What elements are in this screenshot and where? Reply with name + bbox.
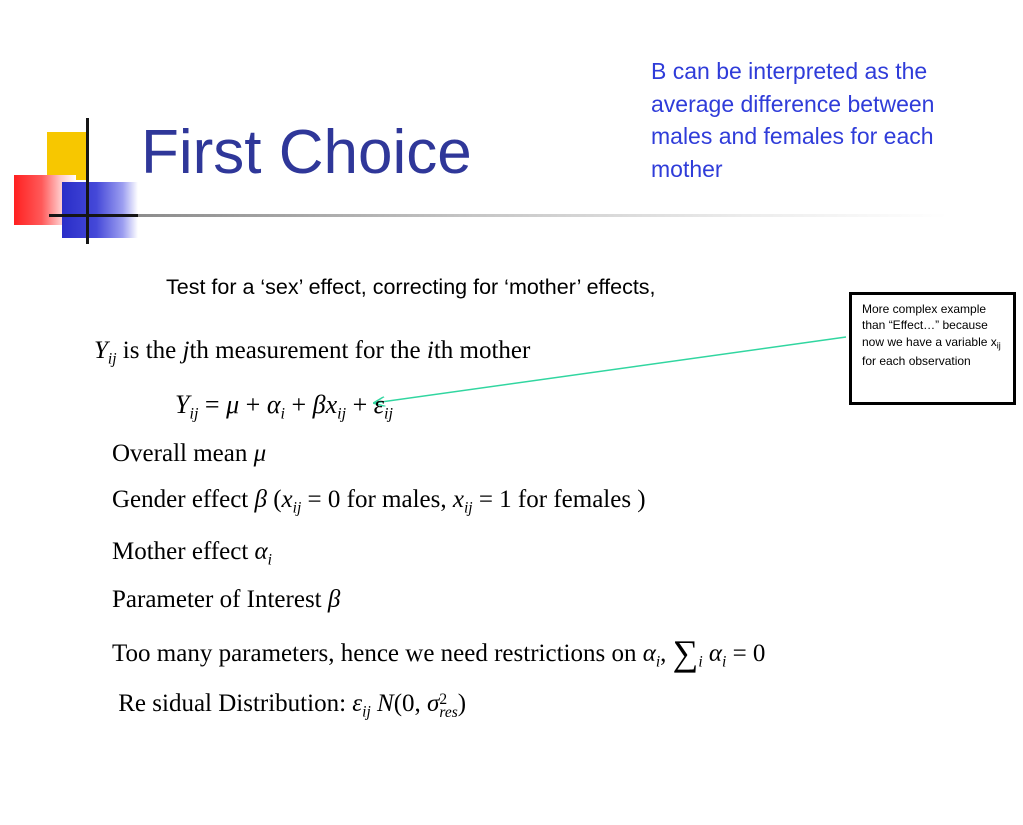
b2-x2-sub: ij [463, 499, 473, 517]
b5-alpha-1: α [642, 640, 656, 667]
b6-sigma-sup: 2 [439, 690, 448, 708]
bullet-restrictions [94, 635, 765, 671]
eq-y: Y [175, 390, 190, 419]
eq-eps-sub: ij [384, 405, 393, 423]
b6-open: (0, [393, 690, 428, 717]
eq-y-sub: ij [189, 405, 199, 423]
def-i: i [426, 337, 434, 364]
b6-sigma: σ [427, 690, 440, 717]
model-equation [175, 390, 393, 424]
b2-open: ( [266, 486, 282, 513]
eq-x: x [325, 390, 338, 419]
bullet-mother-effect [94, 539, 272, 568]
callout-text-1: More complex example than “Effect…” because now we have a variable x [862, 302, 997, 349]
bullet-gender-effect [94, 487, 646, 516]
eq-plus-1: + [239, 390, 267, 419]
def-y: Y [94, 337, 108, 364]
b2-x1-sub: ij [292, 499, 302, 517]
b5-sum-sub: i [698, 653, 703, 671]
b5-eq: = 0 [726, 640, 766, 667]
eq-mu: μ [226, 390, 240, 419]
b2-beta: β [254, 486, 267, 513]
eq-x-sub: ij [337, 405, 347, 423]
eq-equals: = [198, 390, 227, 419]
b6-eps-sub: ij [362, 703, 371, 721]
b6-close: ) [457, 690, 467, 717]
b2-eq0: = 0 for males, [301, 486, 453, 513]
b4-text: Parameter of Interest [112, 586, 328, 613]
b1-mu: μ [253, 440, 267, 467]
b2-x1: x [281, 486, 293, 513]
eq-plus-3: + [346, 390, 374, 419]
def-j: j [182, 337, 190, 364]
b6-sigma-sub: res [439, 704, 458, 721]
b6-text: Re sidual Distribution: [112, 690, 353, 717]
b2-text: Gender effect [112, 486, 255, 513]
eq-eps: ε [373, 390, 385, 419]
def-text-2: th measurement for the [189, 337, 427, 364]
b5-text: Too many parameters, hence we need restrictions on [112, 640, 643, 667]
bullet-parameter-of-interest [94, 587, 340, 612]
eq-plus-2: + [284, 390, 313, 419]
b6-n: N [377, 690, 394, 717]
b3-alpha: α [254, 538, 268, 565]
def-text-3: th mother [433, 337, 531, 364]
eq-alpha-sub: i [280, 405, 285, 423]
b5-alpha-2-sub: i [722, 653, 727, 671]
subtitle: Test for a ‘sex’ effect, correcting for ‘mother’ effects, [166, 275, 656, 299]
eq-alpha: α [266, 390, 281, 419]
b3-text: Mother effect [112, 538, 255, 565]
b2-x2: x [452, 486, 464, 513]
definition-line [94, 338, 530, 367]
callout-text-2: for each observation [862, 354, 971, 369]
bullet-residual-distribution [94, 691, 466, 720]
b5-sum: ∑ [672, 633, 699, 673]
b6-eps: ε [352, 690, 363, 717]
callout-subscript: ij [996, 339, 1001, 350]
b5-comma: , [660, 640, 673, 667]
bullet-overall-mean [94, 441, 266, 466]
def-y-sub: ij [107, 350, 117, 368]
b2-eq1: = 1 for females ) [472, 486, 646, 513]
b1-text: Overall mean [112, 440, 254, 467]
def-text-1: is the [116, 337, 183, 364]
b4-beta: β [327, 586, 341, 613]
b3-alpha-sub: i [267, 551, 272, 569]
slide-title: First Choice [141, 118, 472, 187]
eq-beta: β [312, 390, 326, 419]
b5-alpha-1-sub: i [655, 653, 661, 671]
side-note: B can be interpreted as the average difference between males and females for each mother [651, 58, 935, 182]
b5-alpha-2: α [708, 640, 722, 667]
